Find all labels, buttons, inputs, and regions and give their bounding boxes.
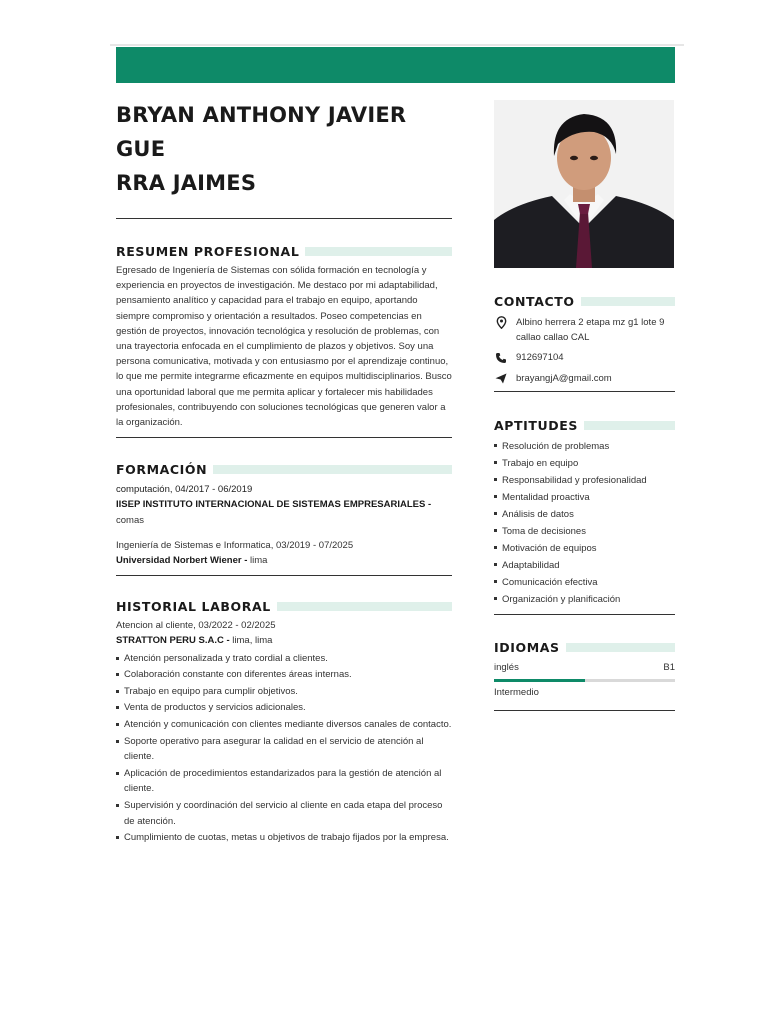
sidebar-column [494,100,675,711]
main-column [116,100,452,846]
divider [494,614,675,615]
education-location: comas [116,514,144,526]
contact-title: CONTACTO [494,294,575,309]
skill-item: Mentalidad proactiva [494,489,675,506]
summary-heading [116,244,452,259]
phone-icon [494,350,508,365]
skill-item: Resolución de problemas [494,438,675,455]
heading-band [584,421,675,430]
education-heading [116,462,452,477]
skill-item: Motivación de equipos [494,540,675,557]
candidate-name-line-2: RRA JAIMES [116,171,257,195]
language-level-label: Intermedio [494,687,539,699]
work-bullet: Aplicación de procedimientos estandarizados para la gestión de atención al cliente. [116,766,452,797]
work-role-dates: Atencion al cliente, 03/2022 - 02/2025 [116,620,276,632]
work-bullet: Supervisión y coordinación del servicio al cliente en cada etapa del proceso de atención. [116,798,452,829]
skill-item: Trabajo en equipo [494,455,675,472]
heading-band [277,602,452,611]
heading-band [581,297,675,306]
language-name: inglés [494,661,519,673]
education-title: FORMACIÓN [116,462,208,478]
skills-heading [494,418,675,433]
divider [494,710,675,711]
work-title: HISTORIAL LABORAL [116,599,271,615]
contact-email-row [494,371,675,386]
divider [116,218,452,219]
work-bullet: Trabajo en equipo para cumplir objetivos. [116,684,452,700]
candidate-name-line-1: BRYAN ANTHONY JAVIER GUE [116,103,407,161]
profile-photo [494,100,674,268]
work-bullets [116,651,452,846]
work-bullet: Atención y comunicación con clientes mediante diversos canales de contacto. [116,717,452,733]
send-icon [494,371,508,386]
education-degree-dates: Ingeniería de Sistemas e Informatica, 03/2019 - 07/2025 [116,539,354,551]
language-proficiency-bar [494,679,675,682]
header-accent-bar [116,47,675,83]
education-item [116,538,452,568]
skill-item: Comunicación efectiva [494,574,675,591]
work-bullet: Cumplimiento de cuotas, metas u objetivos de trabajo fijados por la empresa. [116,830,452,846]
skill-item: Responsabilidad y profesionalidad [494,472,675,489]
divider [494,391,675,392]
candidate-name [116,98,452,200]
contact-address-row [494,315,675,345]
work-bullet: Soporte operativo para asegurar la calidad en el servicio de atención al cliente. [116,734,452,765]
divider [116,437,452,438]
work-company: STRATTON PERU S.A.C - [116,635,230,647]
summary-title: RESUMEN PROFESIONAL [116,244,300,259]
language-item [494,660,675,700]
education-degree-dates: computación, 04/2017 - 06/2019 [116,484,253,496]
language-proficiency-fill [494,679,585,682]
education-item [116,482,452,528]
skill-item: Toma de decisiones [494,523,675,540]
education-school: IISEP INSTITUTO INTERNACIONAL DE SISTEMAS EMPRESARIALES - [116,499,432,511]
work-bullet: Atención personalizada y trato cordial a clientes. [116,651,452,667]
language-level: B1 [663,661,675,673]
education-school: Universidad Norbert Wiener - [116,555,248,567]
education-location: lima [250,555,268,567]
work-heading [116,599,452,614]
contact-phone-row [494,350,675,365]
work-bullet: Colaboración constante con diferentes áreas internas. [116,667,452,683]
languages-heading [494,640,675,655]
contact-phone: 912697104 [516,352,564,364]
divider [116,575,452,576]
summary-text: Egresado de Ingeniería de Sistemas con sólida formación en tecnología y experiencia en proyectos de investigación. Me destaco por mi adaptabilidad, pensamiento analítico y capacidad para el trabajo en equipo, aportando siempre compromiso y orientación a resultados. Poseo competencias en gestión de proyectos, innovación tecnológica y resolución de problemas, con una trayectoria enfocada en el cumplimiento de plazos y objetivos. Soy una persona comunicativa, motivada y con entusiasmo por el aprendizaje continuo, lo que me permite integrarme eficazmente en equipos multidisciplinarios. Busco una oportunidad laboral que me permita aplicar y fortalecer mis habilidades profesionales, contribuyendo con soluciones tecnológicas que generen valor a la organización. [116,265,452,429]
skills-title: APTITUDES [494,417,579,433]
skill-item: Organización y planificación [494,591,675,608]
contact-email: brayangjA@gmail.com [516,372,612,384]
contact-heading [494,294,675,309]
work-location: lima, lima [232,635,273,647]
contact-address: Albino herrera 2 etapa mz g1 lote 9 callao callao CAL [516,317,665,344]
languages-title: IDIOMAS [494,639,560,655]
skill-item: Análisis de datos [494,506,675,523]
location-pin-icon [494,315,508,330]
heading-band [566,643,675,652]
work-bullet: Venta de productos y servicios adicionales. [116,700,452,716]
heading-band [305,247,452,256]
heading-band [213,465,452,474]
skills-list [494,438,675,608]
page-top-border [110,44,684,46]
skill-item: Adaptabilidad [494,557,675,574]
